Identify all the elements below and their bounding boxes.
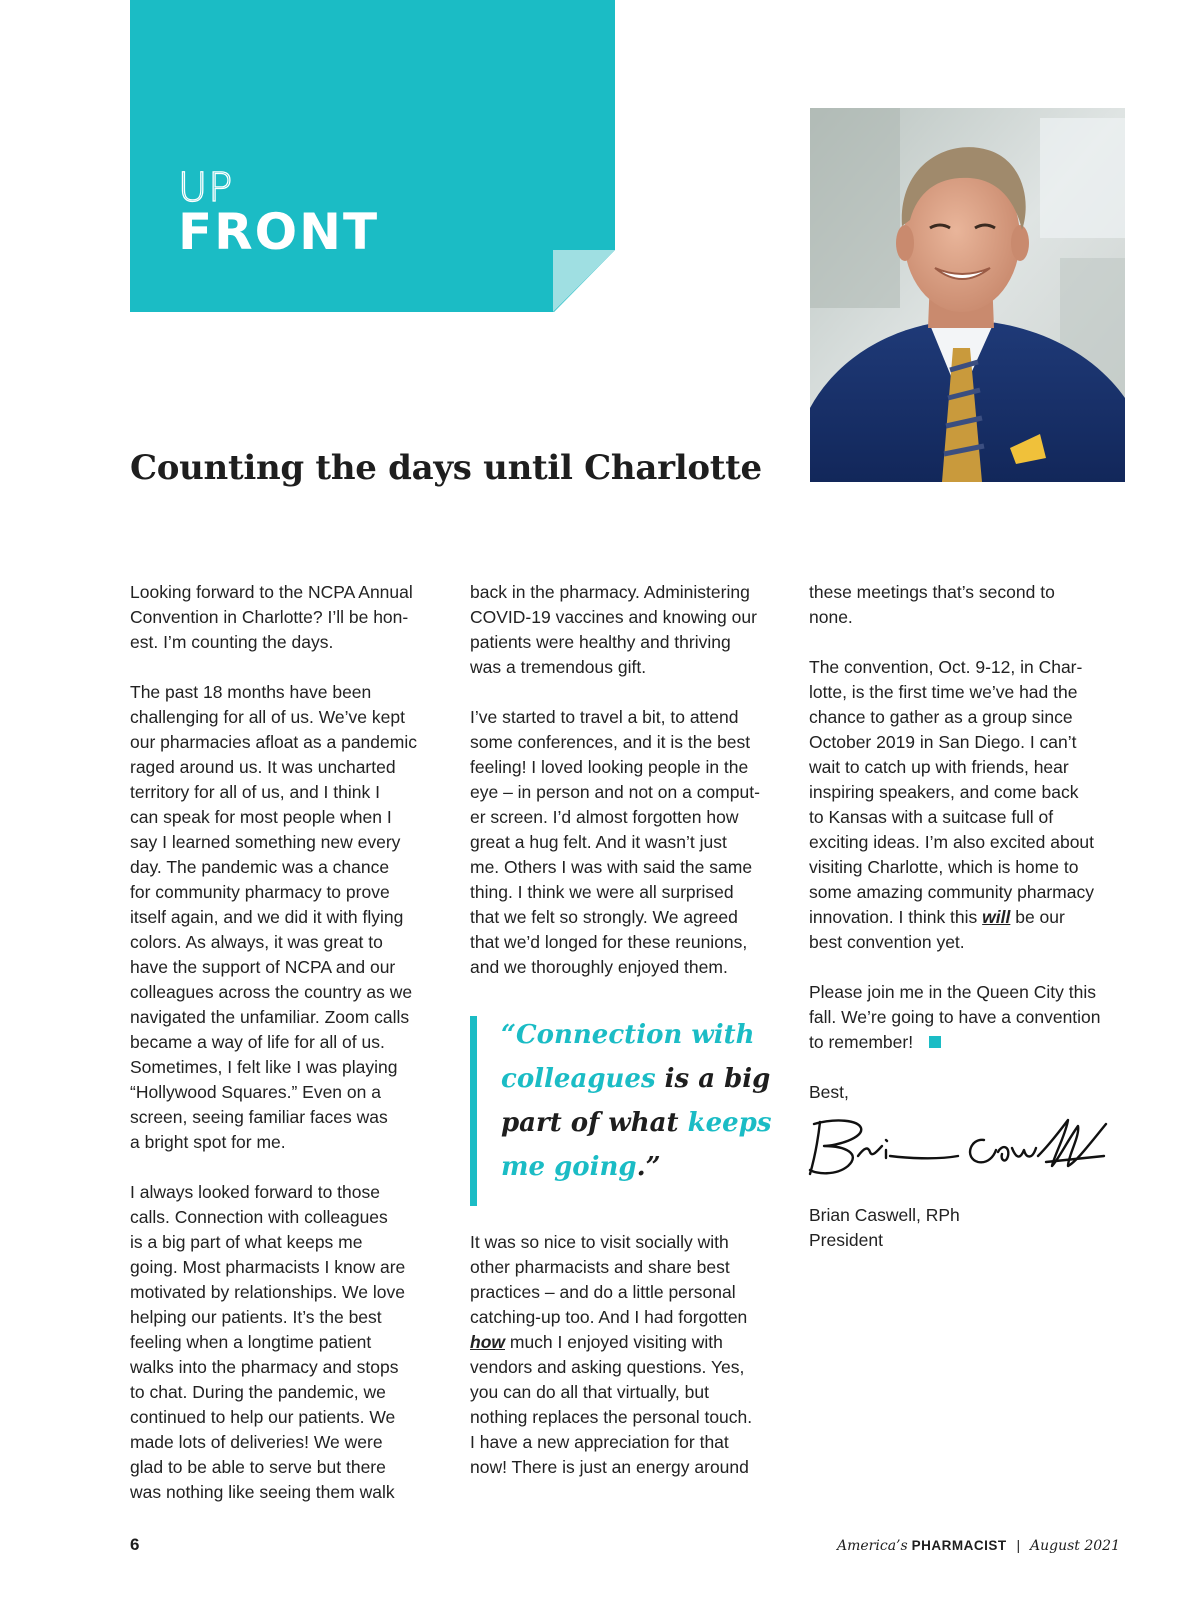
- handwritten-signature: [806, 1116, 1116, 1186]
- paragraph: [809, 655, 1124, 955]
- paragraph: I always looked forward to those calls. Connection with colleagues is a big part of what keeps me going. Most pharmacists I know are motivated by relationships. We love helping our patients. It’s the best feeling when a longtime patient walks into the pharmacy and stops to chat. During the pandemic, we continued to help our patients. We made lots of deliveries! We were glad to be able to serve but there was nothing like seeing them walk: [130, 1182, 406, 1502]
- paragraph: The past 18 months have been challenging for all of us. We’ve kept our pharmacies afloat as a pandemic raged around us. It was uncharted territory for all of us, and I think I can speak for most people when I say I learned something new every day. The pandemic was a chance for community pharmacy to prove itself again, and we did it with flying colors. As always, it was great to have the support of NCPA and our colleagues across the country as we navigated the unfamiliar. Zoom calls became a way of life for all of us. Sometimes, I felt like I was playing “Hollywood Squares.” Even on a screen, seeing familiar faces was a bright spot for me.: [130, 682, 417, 1152]
- closing: Best,: [809, 1082, 849, 1102]
- publication-brand: PHARMACIST: [911, 1538, 1007, 1553]
- pull-quote-line: [501, 1142, 785, 1192]
- emphasis-will: will: [982, 907, 1011, 927]
- paragraph: Looking forward to the NCPA Annual Convention in Charlotte? I’ll be hon- est. I’m counting the days.: [130, 582, 413, 652]
- section-banner: [130, 0, 615, 312]
- article-column-1: [130, 580, 445, 1530]
- quote-text-teal: Connection with: [515, 1020, 755, 1050]
- paragraph-text: It was so nice to visit socially with other pharmacists and share best practices – and do a little personal catching-up too. And I had forgotten: [470, 1232, 748, 1327]
- issue-date: August 2021: [1030, 1538, 1120, 1554]
- page-number: 6: [130, 1535, 140, 1554]
- signer-name: Brian Caswell, RPh: [809, 1205, 960, 1225]
- quote-text-dark: part of what: [501, 1108, 688, 1138]
- quote-text-teal: keeps: [687, 1108, 772, 1138]
- paragraph-text: The convention, Oct. 9-12, in Char- lotte, is the first time we’ve had the chance to gather as a group since October 2019 in San Diego. I can’t wait to catch up with friends, hear inspiring speakers, and come back to Kansas with a suitcase full of exciting ideas. I’m also excited about visiting Charlotte, which is home to some amazing community pharmacy innovation. I think this: [809, 657, 1095, 927]
- publication-footer: [837, 1537, 1120, 1554]
- quote-text-teal: me going: [501, 1152, 637, 1182]
- paragraph: [809, 980, 1124, 1055]
- quote-text-dark: is a big: [655, 1064, 771, 1094]
- paragraph: [470, 1230, 785, 1480]
- signer-title: President: [809, 1230, 883, 1250]
- section-label-front: FRONT: [178, 203, 380, 261]
- pull-quote-line: [501, 1098, 785, 1148]
- end-mark-icon: [929, 1036, 941, 1048]
- footer-separator: |: [1016, 1537, 1021, 1553]
- paragraph-text: Please join me in the Queen City this fall. We’re going to have a convention to remember!: [809, 982, 1101, 1052]
- publication-name-italic: America’s: [837, 1538, 908, 1554]
- signature-block: [809, 1203, 1124, 1253]
- section-label-up: UP: [178, 165, 234, 211]
- author-portrait: [810, 108, 1125, 482]
- paragraph: I’ve started to travel a bit, to attend some conferences, and it is the best feeling! I loved looking people in the eye – in person and not on a comput- er screen. I’d almost forgotten how great a hug felt. And it wasn’t just me. Others I was with said the same thing. I think we were all surprised that we felt so strongly. We agreed that we’d longed for these reunions, and we thoroughly enjoyed them.: [470, 707, 760, 977]
- paragraph-text: much I enjoyed visiting with vendors and asking questions. Yes, you can do all that virtually, but nothing replaces the personal touch. I have a new appreciation for that now! There is just an energy around: [470, 1332, 753, 1477]
- quote-mark-open: “: [501, 1020, 516, 1050]
- pull-quote: [470, 1016, 785, 1206]
- paragraph: back in the pharmacy. Administering COVID-19 vaccines and knowing our patients were healthy and thriving was a tremendous gift.: [470, 582, 757, 677]
- paragraph-text: be our best convention yet.: [809, 907, 1065, 952]
- pull-quote-line: [501, 1010, 785, 1060]
- article-headline: Counting the days until Charlotte: [130, 448, 762, 488]
- emphasis-how: how: [470, 1332, 505, 1352]
- quote-text-teal: colleagues: [501, 1064, 656, 1094]
- page-curl-decoration: [553, 250, 615, 312]
- quote-mark-close: .”: [636, 1152, 661, 1182]
- pull-quote-line: [501, 1054, 785, 1104]
- paragraph: these meetings that’s second to none.: [809, 582, 1055, 627]
